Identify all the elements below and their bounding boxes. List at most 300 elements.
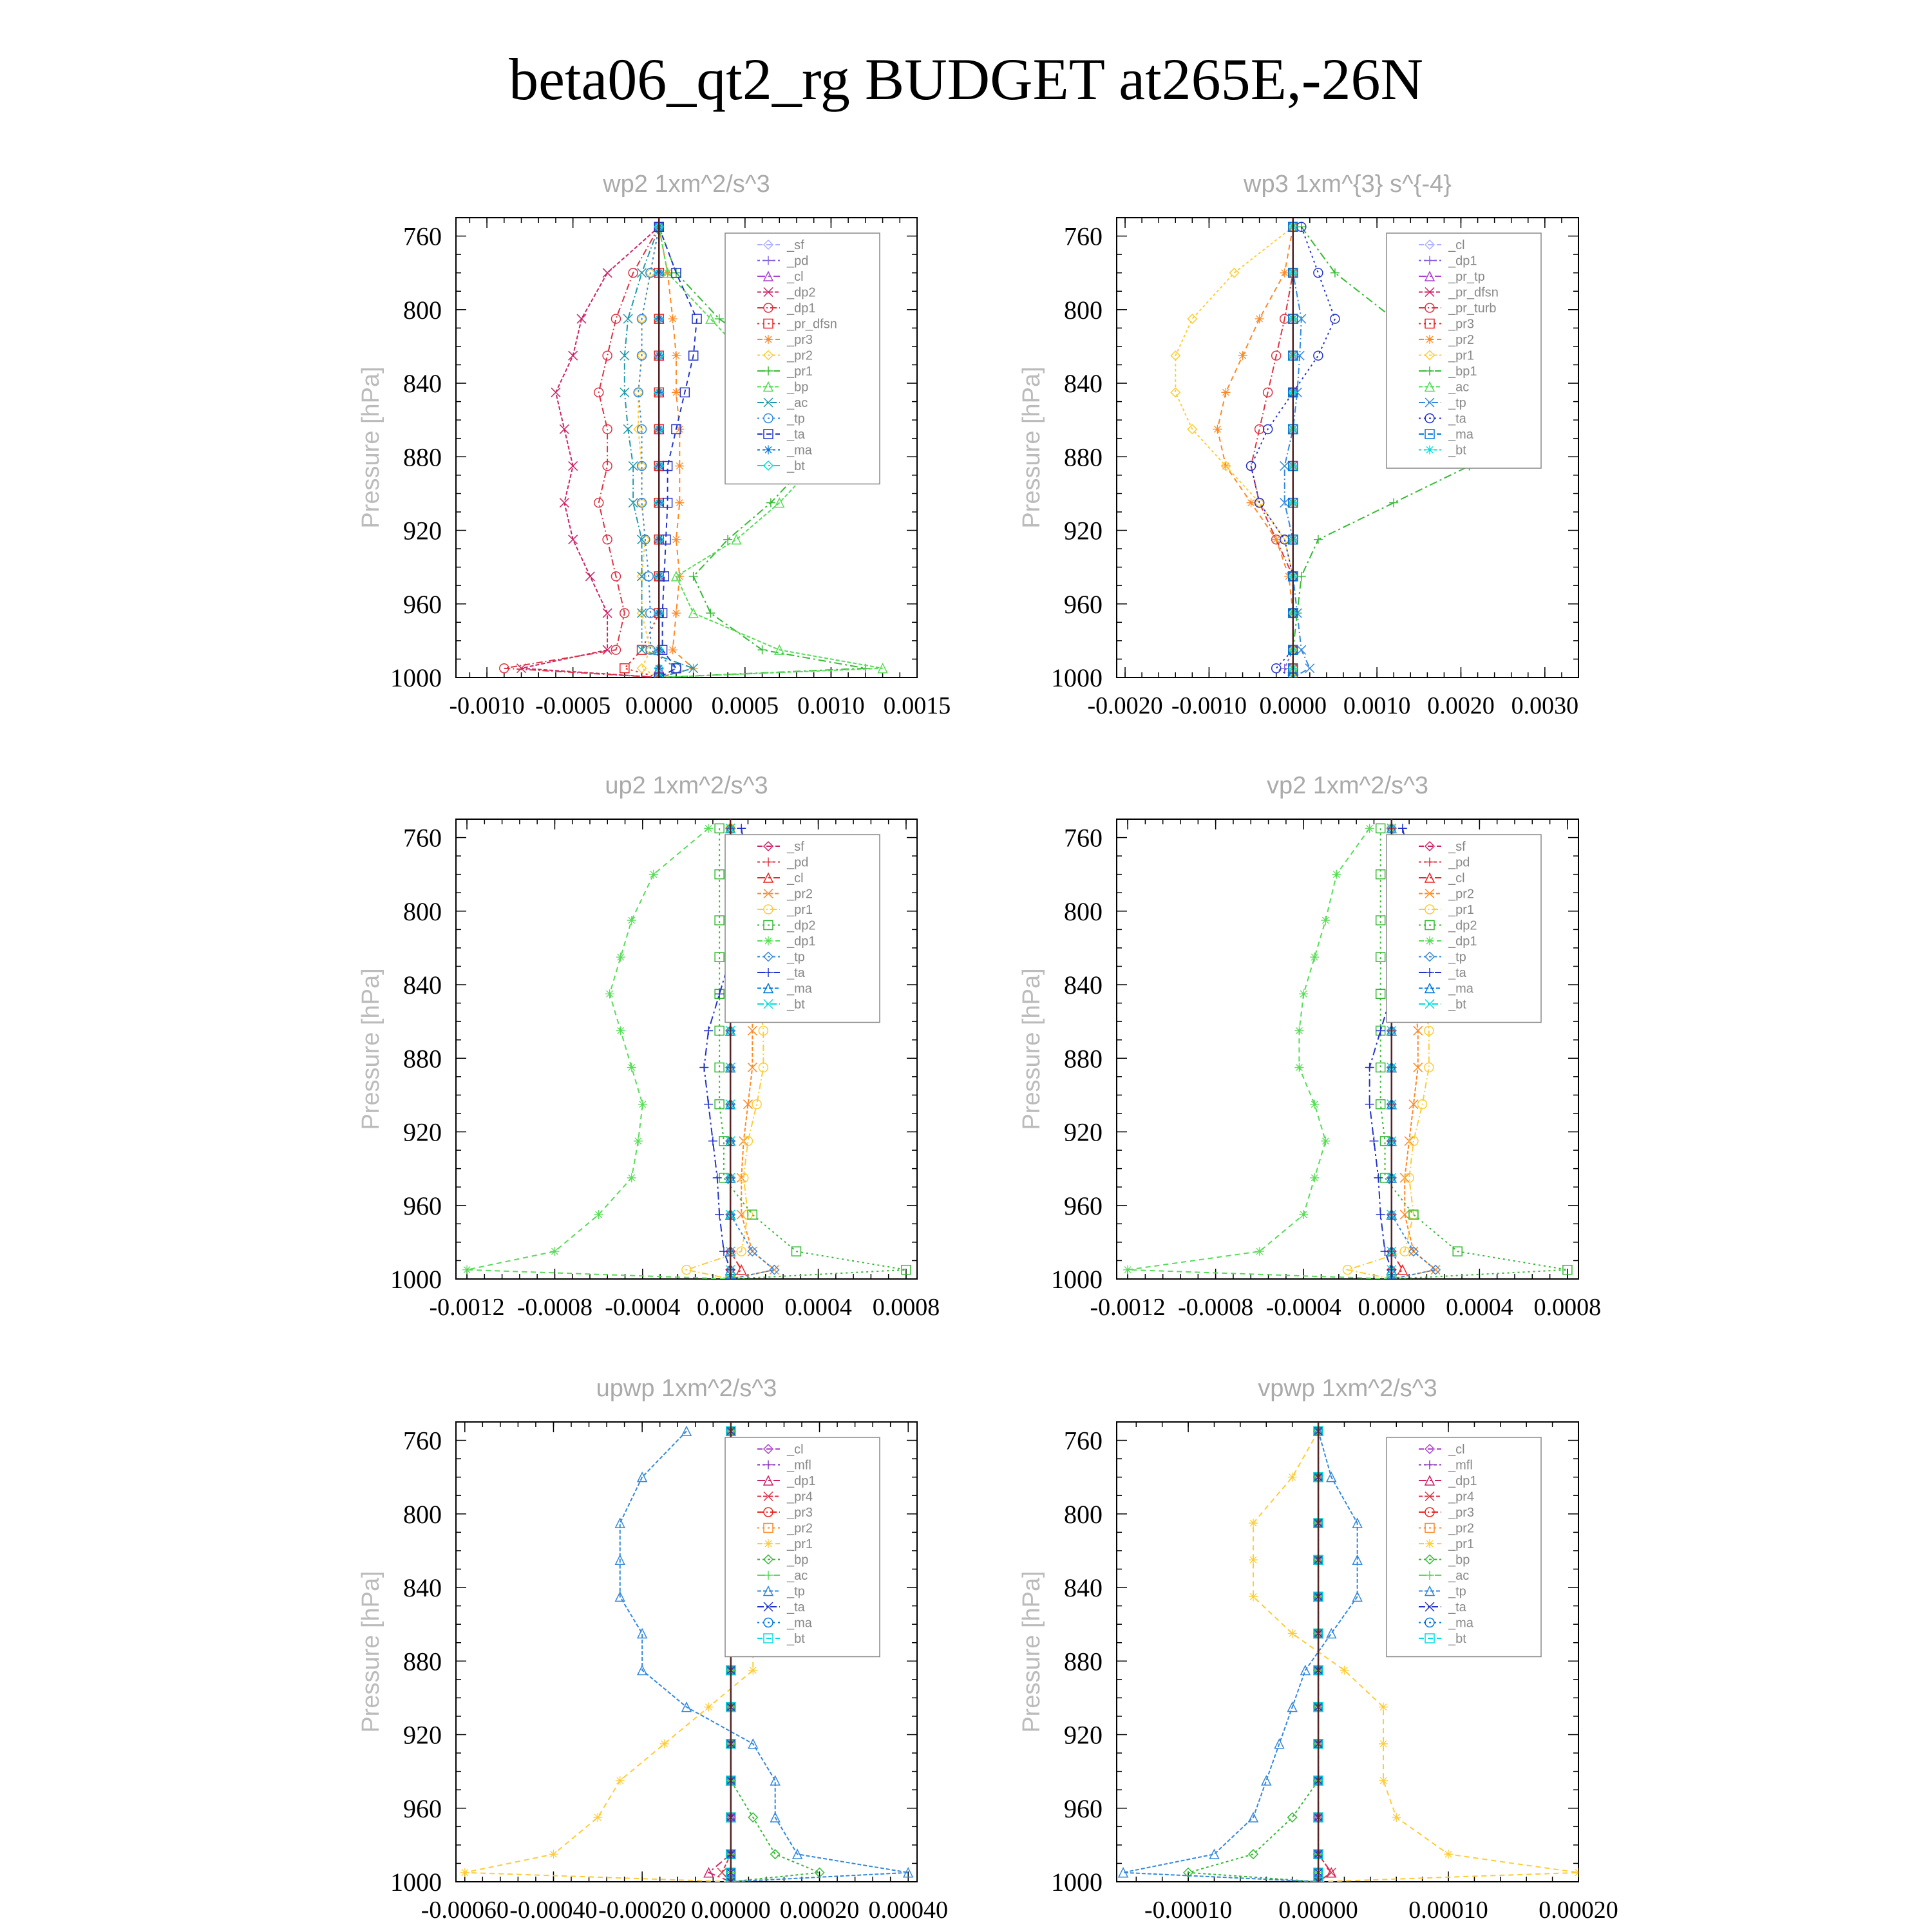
data-point bbox=[1272, 535, 1281, 544]
data-point bbox=[668, 314, 677, 323]
legend-label: _pr2 bbox=[787, 348, 813, 363]
legend-label: _cl bbox=[787, 270, 804, 284]
y-tick-label: 840 bbox=[403, 369, 442, 399]
data-point bbox=[1262, 1776, 1271, 1785]
legend-marker bbox=[764, 335, 773, 344]
data-point bbox=[1188, 314, 1197, 323]
data-point bbox=[717, 1868, 726, 1877]
y-tick-label: 800 bbox=[403, 1499, 442, 1529]
data-point bbox=[462, 1265, 471, 1274]
x-tick-label: -0.00010 bbox=[1144, 1897, 1233, 1924]
data-point bbox=[605, 989, 614, 998]
data-point bbox=[1280, 664, 1289, 673]
data-point bbox=[1310, 1173, 1319, 1182]
legend-label: _pr1 bbox=[787, 365, 813, 379]
data-point bbox=[1255, 314, 1264, 323]
x-tick-label: 0.0008 bbox=[872, 1294, 940, 1321]
data-point bbox=[1365, 1063, 1374, 1072]
x-tick-label: -0.0008 bbox=[516, 1294, 593, 1321]
legend-label: _ma bbox=[787, 1616, 812, 1631]
legend bbox=[725, 233, 880, 484]
legend-label: _pr2 bbox=[1448, 1521, 1475, 1536]
x-tick-label: -0.00060 bbox=[421, 1897, 509, 1924]
legend-label: _pd bbox=[787, 254, 809, 269]
data-point bbox=[616, 1026, 625, 1035]
data-point bbox=[627, 1063, 636, 1072]
x-tick-label: -0.0004 bbox=[605, 1294, 681, 1321]
y-tick-label: 960 bbox=[1064, 1191, 1103, 1220]
legend-label: _ac bbox=[787, 396, 808, 410]
x-tick-label: 0.0004 bbox=[1446, 1294, 1513, 1321]
data-point bbox=[1123, 1265, 1132, 1274]
legend-label: _ac bbox=[1448, 1569, 1470, 1583]
series-line-pr2 bbox=[1217, 227, 1293, 677]
data-point bbox=[1280, 269, 1289, 278]
legend-label: _dp2 bbox=[787, 918, 816, 933]
data-point bbox=[460, 1868, 469, 1877]
y-tick-label: 880 bbox=[1064, 442, 1103, 472]
data-point bbox=[611, 314, 620, 323]
data-point bbox=[560, 498, 569, 507]
data-point bbox=[1171, 388, 1180, 397]
data-point bbox=[1272, 664, 1281, 673]
data-point bbox=[1297, 645, 1306, 654]
y-axis-label: Pressure [hPa] bbox=[1018, 1571, 1045, 1733]
legend-label: _ta bbox=[1448, 412, 1466, 426]
legend-label: _tp bbox=[787, 950, 805, 965]
y-tick-label: 840 bbox=[403, 1573, 442, 1603]
y-axis-label: Pressure [hPa] bbox=[357, 1571, 384, 1733]
series-line-tp bbox=[1123, 1431, 1358, 1882]
data-point bbox=[593, 1813, 602, 1822]
legend-label: _pr2 bbox=[787, 887, 813, 902]
legend-marker bbox=[1425, 335, 1434, 344]
subplot-3 bbox=[357, 772, 940, 1321]
y-tick-label: 760 bbox=[1064, 823, 1103, 853]
legend-label: _ta bbox=[787, 1600, 805, 1615]
y-tick-label: 1000 bbox=[390, 1868, 442, 1897]
legend bbox=[1387, 835, 1541, 1023]
series-line-bp bbox=[1188, 1431, 1318, 1882]
legend-label: _pr1 bbox=[787, 903, 813, 917]
data-point bbox=[1294, 1063, 1303, 1072]
data-point bbox=[1321, 1137, 1330, 1146]
x-tick-label: 0.0015 bbox=[883, 692, 951, 719]
data-point bbox=[1574, 1868, 1583, 1877]
legend-label: _ta bbox=[1448, 966, 1466, 980]
data-point bbox=[1249, 1519, 1258, 1528]
y-axis-label: Pressure [hPa] bbox=[357, 366, 384, 529]
subplot-title: up2 1xm^2/s^3 bbox=[605, 772, 768, 799]
x-tick-label: 0.00010 bbox=[1408, 1897, 1488, 1924]
data-point bbox=[1255, 1247, 1264, 1256]
legend-label: _pr1 bbox=[1448, 903, 1475, 917]
legend-label: _dp1 bbox=[1448, 934, 1477, 949]
x-tick-label: -0.00020 bbox=[598, 1897, 687, 1924]
legend-marker bbox=[764, 936, 773, 945]
y-tick-label: 1000 bbox=[390, 1265, 442, 1294]
legend-label: _bt bbox=[1448, 1632, 1466, 1646]
data-point bbox=[1444, 1850, 1453, 1859]
y-tick-label: 760 bbox=[1064, 1426, 1103, 1455]
data-point bbox=[1379, 1703, 1388, 1712]
y-tick-label: 920 bbox=[403, 1720, 442, 1750]
legend-label: _pr2 bbox=[1448, 333, 1475, 347]
legend-label: _pr1 bbox=[787, 1537, 813, 1551]
data-point bbox=[704, 1703, 713, 1712]
legend-label: _tp bbox=[1448, 950, 1466, 965]
series-line-pr1 bbox=[465, 1431, 753, 1882]
data-point bbox=[672, 388, 681, 397]
y-tick-label: 840 bbox=[1064, 369, 1103, 399]
data-point bbox=[549, 1850, 558, 1859]
legend-label: _pr4 bbox=[1448, 1490, 1475, 1504]
legend-marker bbox=[1425, 1539, 1434, 1548]
data-point bbox=[1255, 424, 1264, 433]
data-point bbox=[1392, 1813, 1401, 1822]
data-point bbox=[634, 1137, 643, 1146]
y-tick-label: 1000 bbox=[1051, 663, 1103, 692]
subplot-title: vpwp 1xm^2/s^3 bbox=[1258, 1375, 1437, 1402]
data-point bbox=[1314, 535, 1323, 544]
legend-label: _ta bbox=[787, 966, 805, 980]
legend-label: _mfl bbox=[787, 1458, 811, 1473]
y-tick-label: 760 bbox=[403, 1426, 442, 1455]
legend-label: _ma bbox=[787, 981, 812, 996]
legend-label: _tp bbox=[1448, 396, 1466, 410]
legend-label: _dp1 bbox=[1448, 254, 1477, 269]
legend-label: _tp bbox=[787, 412, 805, 426]
x-tick-label: -0.0005 bbox=[535, 692, 611, 719]
y-axis-label: Pressure [hPa] bbox=[357, 968, 384, 1130]
legend-label: _pr1 bbox=[1448, 348, 1475, 363]
y-tick-label: 960 bbox=[403, 589, 442, 619]
y-tick-label: 920 bbox=[1064, 1720, 1103, 1750]
data-point bbox=[1221, 388, 1230, 397]
legend-label: _pr3 bbox=[1448, 1506, 1475, 1520]
legend-label: _bt bbox=[1448, 998, 1466, 1012]
y-axis-label: Pressure [hPa] bbox=[1018, 968, 1045, 1130]
legend-label: _sf bbox=[787, 238, 804, 252]
data-point bbox=[1305, 664, 1314, 673]
legend-label: _bt bbox=[787, 1632, 805, 1646]
data-point bbox=[594, 1210, 603, 1219]
x-tick-label: 0.00040 bbox=[868, 1897, 948, 1924]
x-tick-label: 0.0000 bbox=[1259, 692, 1327, 719]
y-tick-label: 760 bbox=[403, 823, 442, 853]
data-point bbox=[569, 535, 578, 544]
legend-label: _pr2 bbox=[1448, 887, 1475, 902]
x-tick-label: 0.00000 bbox=[691, 1897, 771, 1924]
data-point bbox=[1238, 351, 1247, 360]
data-point bbox=[649, 870, 658, 879]
x-tick-label: 0.00020 bbox=[779, 1897, 860, 1924]
legend-label: _bp bbox=[787, 380, 809, 395]
x-tick-label: 0.0010 bbox=[797, 692, 865, 719]
subplot-1 bbox=[357, 171, 951, 719]
legend-marker bbox=[764, 446, 773, 455]
legend-label: _pd bbox=[1448, 855, 1470, 870]
y-tick-label: 760 bbox=[403, 222, 442, 251]
legend-label: _ma bbox=[1448, 1616, 1473, 1631]
legend bbox=[1387, 233, 1541, 468]
data-point bbox=[1398, 824, 1407, 833]
data-point bbox=[1310, 952, 1319, 961]
data-point bbox=[1409, 1137, 1418, 1146]
y-tick-label: 1000 bbox=[390, 663, 442, 692]
y-tick-label: 1000 bbox=[1051, 1265, 1103, 1294]
series-line-dp1 bbox=[1128, 828, 1392, 1279]
subplot-2 bbox=[1018, 171, 1578, 719]
data-point bbox=[577, 314, 586, 323]
data-point bbox=[672, 351, 681, 360]
y-tick-label: 800 bbox=[403, 896, 442, 926]
legend-label: _pr3 bbox=[1448, 317, 1475, 332]
data-point bbox=[715, 1210, 724, 1219]
data-point bbox=[704, 1026, 713, 1035]
data-point bbox=[1280, 462, 1289, 471]
data-point bbox=[638, 269, 647, 278]
legend-label: _cl bbox=[1448, 238, 1465, 252]
x-tick-label: 0.0010 bbox=[1343, 692, 1411, 719]
legend-label: _bp bbox=[787, 1553, 809, 1567]
legend-label: _ac bbox=[787, 1569, 808, 1583]
data-point bbox=[1299, 989, 1308, 998]
y-tick-label: 880 bbox=[403, 1044, 442, 1074]
legend-label: _dp2 bbox=[1448, 918, 1477, 933]
y-tick-label: 920 bbox=[403, 1117, 442, 1147]
y-tick-label: 920 bbox=[1064, 516, 1103, 545]
y-tick-label: 880 bbox=[1064, 1647, 1103, 1676]
data-point bbox=[620, 664, 629, 673]
legend bbox=[725, 1437, 880, 1657]
series-line-ta bbox=[659, 227, 697, 677]
legend-label: _pr2 bbox=[787, 1521, 813, 1536]
legend-label: _pr3 bbox=[787, 1506, 813, 1520]
data-point bbox=[616, 952, 625, 961]
y-tick-label: 840 bbox=[403, 971, 442, 1000]
legend-label: _bp bbox=[1448, 1553, 1470, 1567]
data-point bbox=[715, 952, 724, 961]
legend-label: _dp1 bbox=[787, 934, 816, 949]
data-point bbox=[1431, 1265, 1440, 1274]
x-tick-label: 0.0000 bbox=[625, 692, 693, 719]
legend bbox=[725, 835, 880, 1023]
data-point bbox=[627, 916, 636, 925]
data-point bbox=[638, 664, 647, 673]
data-point bbox=[689, 609, 698, 618]
y-tick-label: 800 bbox=[403, 295, 442, 325]
data-point bbox=[672, 609, 681, 618]
y-tick-label: 840 bbox=[1064, 1573, 1103, 1603]
data-point bbox=[1327, 1868, 1336, 1877]
data-point bbox=[1379, 1739, 1388, 1748]
legend-label: _sf bbox=[787, 840, 804, 854]
legend-marker bbox=[1425, 446, 1434, 455]
subplot-5 bbox=[357, 1375, 948, 1924]
data-point bbox=[715, 989, 724, 998]
data-point bbox=[743, 1137, 752, 1146]
legend-label: _cl bbox=[1448, 1443, 1465, 1457]
data-point bbox=[1379, 1776, 1388, 1785]
data-point bbox=[1249, 1555, 1258, 1564]
legend-label: _pd bbox=[787, 855, 809, 870]
subplot-title: wp3 1xm^{3} s^{-4} bbox=[1244, 171, 1452, 198]
data-point bbox=[1376, 952, 1385, 961]
legend-label: _dp1 bbox=[1448, 1474, 1477, 1488]
data-point bbox=[551, 388, 560, 397]
x-tick-label: -0.0012 bbox=[429, 1294, 505, 1321]
legend-label: _dp1 bbox=[787, 1474, 816, 1488]
legend-label: _mfl bbox=[1448, 1458, 1473, 1473]
x-tick-label: 0.0030 bbox=[1511, 692, 1579, 719]
data-point bbox=[706, 609, 715, 618]
data-point bbox=[672, 535, 681, 544]
legend-label: _pr4 bbox=[787, 1490, 813, 1504]
data-point bbox=[675, 498, 684, 507]
y-tick-label: 760 bbox=[1064, 222, 1103, 251]
data-point bbox=[603, 269, 612, 278]
x-tick-label: 0.00020 bbox=[1539, 1897, 1618, 1924]
data-point bbox=[699, 1063, 708, 1072]
legend-label: _bp1 bbox=[1448, 365, 1477, 379]
data-point bbox=[603, 351, 612, 360]
legend-label: _dp1 bbox=[787, 301, 816, 316]
x-tick-label: 0.00000 bbox=[1278, 1897, 1358, 1924]
legend-label: _tp bbox=[1448, 1584, 1466, 1599]
y-tick-label: 840 bbox=[1064, 971, 1103, 1000]
subplot-4 bbox=[1018, 772, 1601, 1321]
legend-marker bbox=[1425, 936, 1434, 945]
data-point bbox=[1299, 1210, 1308, 1219]
data-point bbox=[1314, 269, 1323, 278]
legend-label: _pr_dfsn bbox=[787, 317, 837, 332]
data-point bbox=[1294, 1026, 1303, 1035]
legend-label: _bt bbox=[787, 998, 805, 1012]
data-point bbox=[1213, 424, 1222, 433]
y-tick-label: 960 bbox=[403, 1794, 442, 1823]
y-tick-label: 880 bbox=[403, 1647, 442, 1676]
y-tick-label: 880 bbox=[1064, 1044, 1103, 1074]
legend-label: _cl bbox=[1448, 871, 1465, 886]
data-point bbox=[1369, 1137, 1378, 1146]
data-point bbox=[550, 1247, 559, 1256]
x-tick-label: -0.0010 bbox=[1171, 692, 1247, 719]
data-point bbox=[585, 572, 594, 581]
data-point bbox=[713, 1173, 722, 1182]
data-point bbox=[770, 1265, 779, 1274]
data-point bbox=[704, 1100, 713, 1109]
data-point bbox=[737, 1265, 746, 1274]
series-line-dp1 bbox=[504, 227, 659, 677]
data-point bbox=[668, 645, 677, 654]
legend-label: _ma bbox=[1448, 981, 1473, 996]
data-point bbox=[569, 462, 578, 471]
x-tick-label: 0.0004 bbox=[784, 1294, 852, 1321]
legend-label: _ta bbox=[787, 428, 805, 442]
legend-label: _pr1 bbox=[1448, 1537, 1475, 1551]
data-point bbox=[1249, 1592, 1258, 1601]
data-point bbox=[1331, 269, 1340, 278]
data-point bbox=[748, 1666, 757, 1675]
y-tick-label: 800 bbox=[1064, 1499, 1103, 1529]
data-point bbox=[737, 824, 746, 833]
data-point bbox=[771, 1850, 780, 1859]
legend-label: _bt bbox=[1448, 443, 1466, 458]
legend-label: _pr3 bbox=[787, 333, 813, 347]
legend-label: _pr_turb bbox=[1448, 301, 1497, 316]
data-point bbox=[1389, 498, 1398, 507]
data-point bbox=[616, 1776, 625, 1785]
data-point bbox=[1310, 1100, 1319, 1109]
data-point bbox=[704, 824, 713, 833]
data-point bbox=[660, 1739, 669, 1748]
x-tick-label: 0.0008 bbox=[1533, 1294, 1602, 1321]
data-point bbox=[1376, 1210, 1385, 1219]
legend-label: _sf bbox=[1448, 840, 1466, 854]
data-point bbox=[1398, 1265, 1407, 1274]
subplot-title: wp2 1xm^2/s^3 bbox=[603, 171, 770, 198]
legend-label: _cl bbox=[787, 871, 804, 886]
legend-label: _tp bbox=[787, 1584, 805, 1599]
data-point bbox=[1365, 824, 1374, 833]
legend-label: _ma bbox=[787, 443, 812, 458]
data-point bbox=[1376, 1026, 1385, 1035]
data-point bbox=[675, 462, 684, 471]
data-point bbox=[758, 645, 767, 654]
x-tick-label: -0.0020 bbox=[1087, 692, 1163, 719]
data-point bbox=[1297, 572, 1306, 581]
data-point bbox=[1321, 916, 1330, 925]
x-tick-label: -0.0012 bbox=[1090, 1294, 1166, 1321]
legend-label: _ma bbox=[1448, 428, 1473, 442]
data-point bbox=[560, 424, 569, 433]
x-tick-label: 0.0000 bbox=[696, 1294, 764, 1321]
legend-label: _dp2 bbox=[787, 285, 816, 300]
y-tick-label: 920 bbox=[403, 516, 442, 545]
y-tick-label: 800 bbox=[1064, 295, 1103, 325]
data-point bbox=[708, 1137, 717, 1146]
y-tick-label: 960 bbox=[1064, 589, 1103, 619]
x-tick-label: 0.0020 bbox=[1427, 692, 1495, 719]
x-tick-label: -0.0008 bbox=[1178, 1294, 1254, 1321]
data-point bbox=[1340, 1666, 1349, 1675]
data-point bbox=[1374, 1173, 1383, 1182]
subplot-6 bbox=[1018, 1375, 1618, 1924]
series-line-pr1 bbox=[1175, 227, 1293, 677]
y-tick-label: 1000 bbox=[1051, 1868, 1103, 1897]
legend-label: _pr_dfsn bbox=[1448, 285, 1499, 300]
legend-label: _cl bbox=[787, 1443, 804, 1457]
data-point bbox=[1327, 1629, 1336, 1638]
y-tick-label: 800 bbox=[1064, 896, 1103, 926]
x-tick-label: -0.0010 bbox=[449, 692, 525, 719]
legend-label: _ac bbox=[1448, 380, 1470, 395]
y-tick-label: 960 bbox=[1064, 1794, 1103, 1823]
y-tick-label: 880 bbox=[403, 442, 442, 472]
x-tick-label: -0.0004 bbox=[1265, 1294, 1341, 1321]
data-point bbox=[569, 351, 578, 360]
page-title: beta06_qt2_rg BUDGET at265E,-26N bbox=[509, 46, 1423, 112]
legend bbox=[1387, 1437, 1541, 1657]
x-tick-label: -0.00040 bbox=[509, 1897, 598, 1924]
data-point bbox=[1288, 1629, 1297, 1638]
data-point bbox=[1332, 870, 1341, 879]
legend-label: _ta bbox=[1448, 1600, 1466, 1615]
y-tick-label: 920 bbox=[1064, 1117, 1103, 1147]
subplot-title: upwp 1xm^2/s^3 bbox=[596, 1375, 777, 1402]
subplot-title: vp2 1xm^2/s^3 bbox=[1266, 772, 1429, 799]
